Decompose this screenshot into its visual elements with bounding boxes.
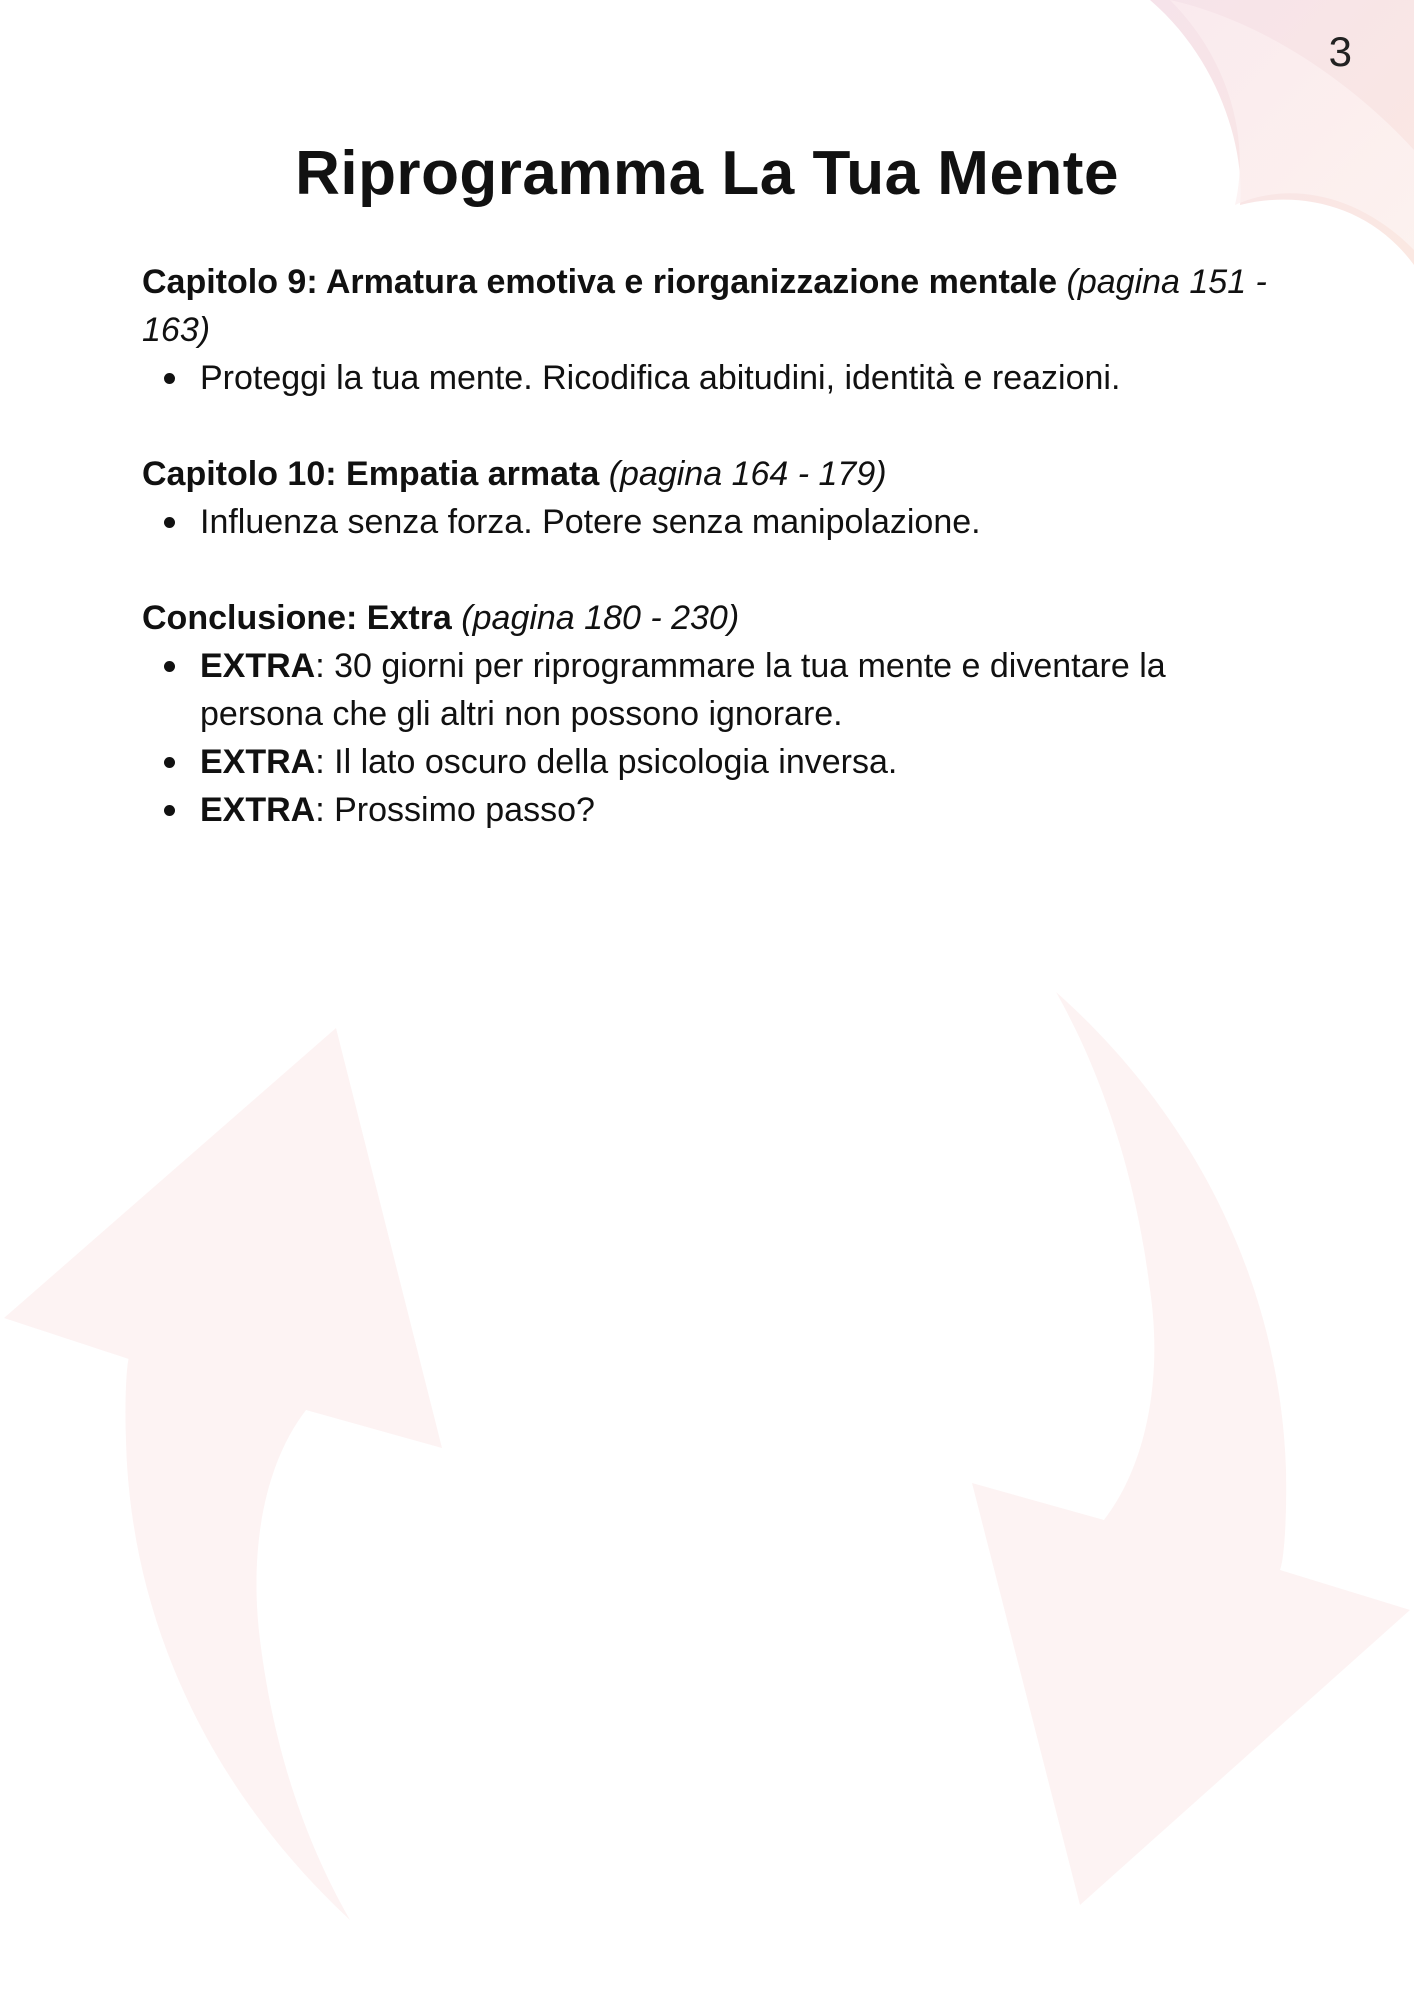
- page-range: (pagina 180 - 230): [461, 599, 740, 637]
- bullet-list: [142, 498, 1272, 546]
- chapter-title: Capitolo 10: Empatia armata: [142, 455, 600, 493]
- section-heading: [142, 594, 1272, 642]
- chapter-title: Capitolo 9: Armatura emotiva e riorganizzazione mentale: [142, 263, 1058, 301]
- right-arrow-decoration: [972, 992, 1410, 1905]
- section-chapter-10: [142, 450, 1272, 546]
- list-item-text: : Prossimo passo?: [315, 791, 595, 829]
- extra-label: EXTRA: [200, 647, 316, 685]
- left-arrow-decoration: [4, 1028, 442, 1920]
- list-item-text: Proteggi la tua mente. Ricodifica abitudini, identità e reazioni.: [200, 359, 1121, 397]
- list-item: [200, 738, 1272, 786]
- extra-label: EXTRA: [200, 743, 316, 781]
- list-item: [200, 354, 1272, 402]
- extra-label: EXTRA: [200, 791, 316, 829]
- list-item: [200, 498, 1272, 546]
- list-item-text: Influenza senza forza. Potere senza manipolazione.: [200, 503, 981, 541]
- list-item: [200, 786, 1272, 834]
- bullet-list: [142, 354, 1272, 402]
- list-item-text: : Il lato oscuro della psicologia inversa.: [315, 743, 898, 781]
- section-heading: [142, 258, 1272, 354]
- page-number: 3: [1328, 28, 1352, 75]
- section-heading: [142, 450, 1272, 498]
- page-range: (pagina 164 - 179): [608, 455, 887, 493]
- section-chapter-9: [142, 258, 1272, 402]
- list-item-text: : 30 giorni per riprogrammare la tua mente e diventare la persona che gli altri non possono ignorare.: [200, 647, 1166, 733]
- table-of-contents: [142, 258, 1272, 882]
- page-title: Riprogramma La Tua Mente: [295, 139, 1119, 208]
- section-conclusion: [142, 594, 1272, 834]
- page-range: (pagina 151 - 163): [142, 263, 1267, 349]
- bullet-list: [142, 642, 1272, 834]
- list-item: [200, 642, 1272, 738]
- chapter-title: Conclusione: Extra: [142, 599, 452, 637]
